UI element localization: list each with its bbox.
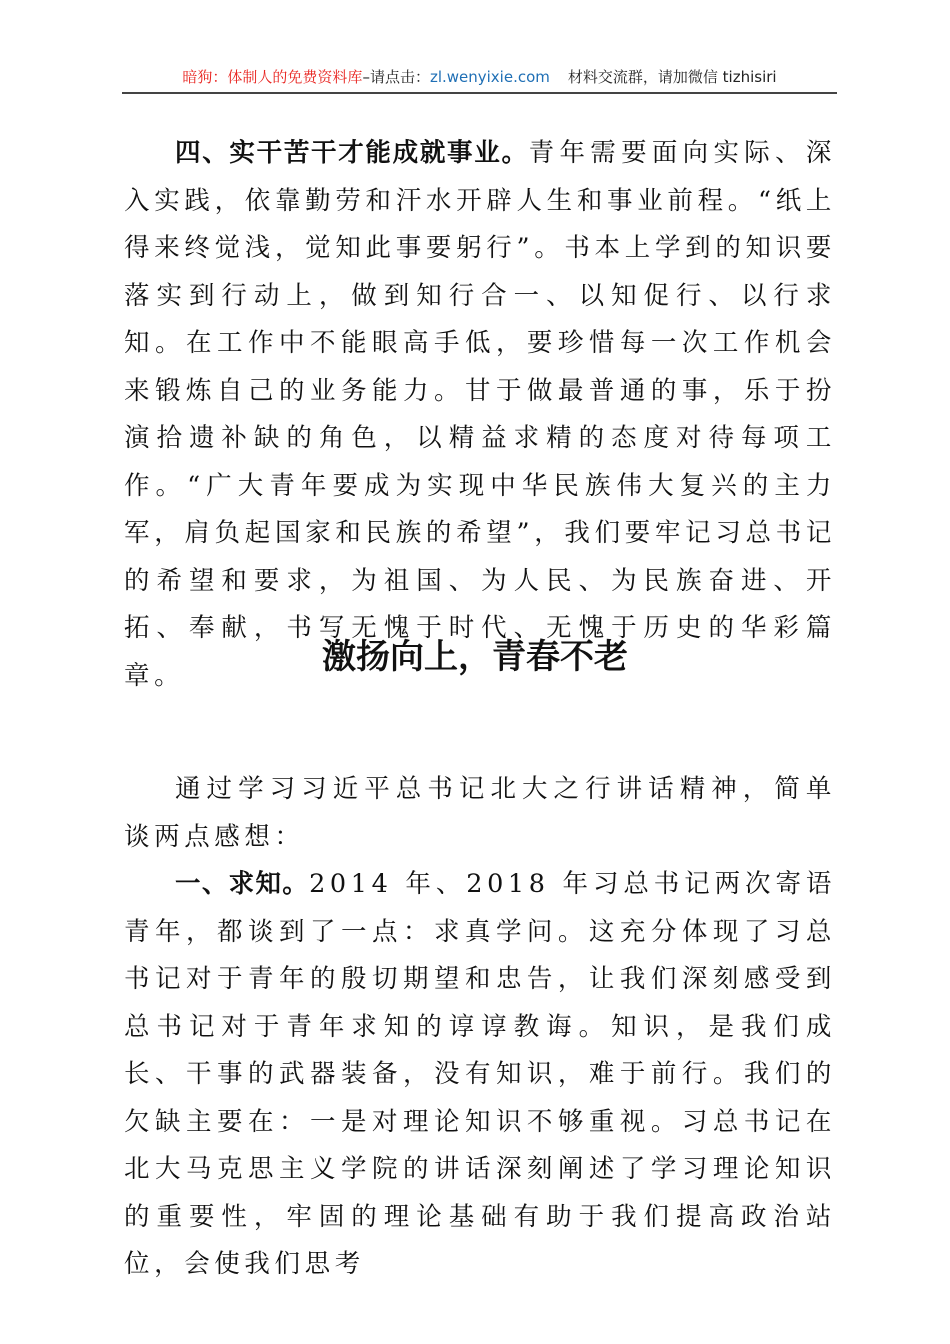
header-url-link[interactable]: zl.wenyixie.com [429,68,550,86]
page-header [122,66,837,88]
article-title: 激扬向上，青春不老 [322,637,628,677]
point-one-paragraph [124,861,836,1289]
header-brand: 暗狗：体制人的免费资料库 [182,68,363,86]
section-four [124,130,836,700]
point-one-body: 2014 年、2018 年习总书记两次寄语青年，都谈到了一点：求真学问。这充分体现了习总书记对于青年的殷切期望和忠告，让我们深刻感受到总书记对于青年求知的谆谆教诲。知识，是我们成长、干事的武器装备，没有知识，难于前行。我们的欠缺主要在：一是对理论知识不够重视。习总书记在北大马克思主义学院的讲话深刻阐述了学习理论知识的重要性，牢固的理论基础有助于我们提高政治站位，会使我们思考 [124,869,836,1279]
header-contact: 材料交流群，请加微信 tizhisiri [567,68,777,86]
header-divider [122,92,837,94]
section-four-heading: 四、实干苦干才能成就事业。 [175,138,529,168]
section-four-paragraph [124,130,836,700]
point-one-heading: 一、求知。 [175,869,310,899]
header-click-prefix: –请点击： [362,68,430,86]
intro-paragraph: 通过学习习近平总书记北大之行讲话精神，简单谈两点感想： [124,774,836,852]
article-body [124,766,836,1289]
section-four-body: 青年需要面向实际、深入实践，依靠勤劳和汗水开辟人生和事业前程。“纸上得来终觉浅，觉知此事要躬行”。书本上学到的知识要落实到行动上，做到知行合一、以知促行、以行求知。在工作中不能眼高手低，要珍惜每一次工作机会来锻炼自己的业务能力。甘于做最普通的事，乐于扮演拾遗补缺的角色，以精益求精的态度对待每项工作。“广大青年要成为实现中华民族伟大复兴的主力军，肩负起国家和民族的希望”，我们要牢记习总书记的希望和要求，为祖国、为人民、为民族奋进、开拓、奉献，书写无愧于时代、无愧于历史的华彩篇章。 [124,138,836,691]
